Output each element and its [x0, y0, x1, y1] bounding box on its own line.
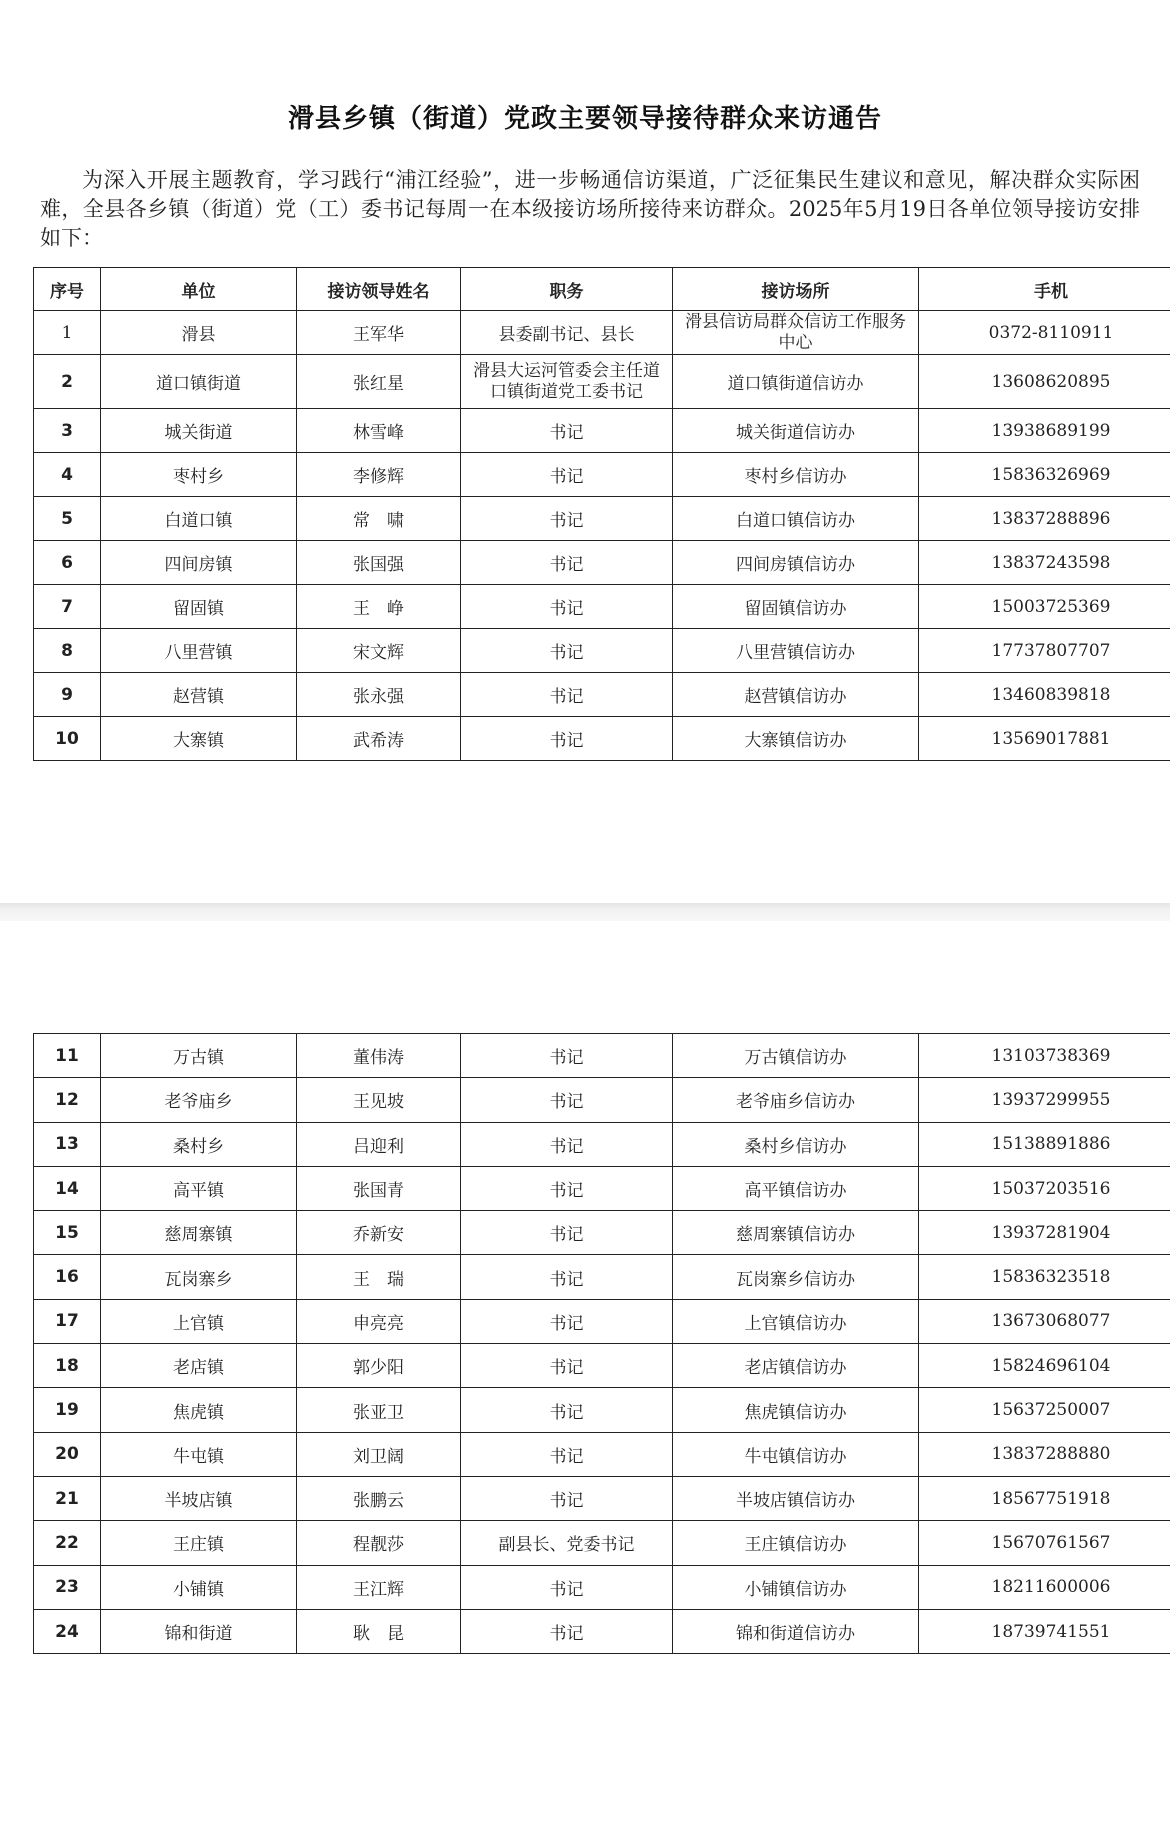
cell-position: 书记	[461, 541, 673, 585]
cell-position: 书记	[461, 1122, 673, 1166]
table-row	[34, 409, 1170, 453]
cell-position: 书记	[461, 585, 673, 629]
cell-position: 书记	[461, 1432, 673, 1476]
table-row	[34, 497, 1170, 541]
cell-leader: 张国青	[297, 1166, 461, 1210]
table-row	[34, 1388, 1170, 1432]
table-row	[34, 1476, 1170, 1520]
cell-phone: 17737807707	[919, 629, 1170, 673]
cell-leader: 王见坡	[297, 1078, 461, 1122]
cell-leader: 乔新安	[297, 1211, 461, 1255]
table-row	[34, 717, 1170, 761]
cell-leader: 程靓莎	[297, 1521, 461, 1565]
cell-place: 枣村乡信访办	[673, 453, 919, 497]
table-row	[34, 673, 1170, 717]
cell-leader: 林雪峰	[297, 409, 461, 453]
cell-position: 县委副书记、县长	[461, 311, 673, 355]
cell-no: 7	[34, 585, 101, 629]
cell-no: 5	[34, 497, 101, 541]
header-no: 序号	[34, 268, 101, 311]
cell-leader: 刘卫阔	[297, 1432, 461, 1476]
cell-place: 道口镇街道信访办	[673, 355, 919, 409]
cell-phone: 18739741551	[919, 1609, 1170, 1653]
cell-unit: 锦和街道	[101, 1609, 297, 1653]
cell-place: 上官镇信访办	[673, 1299, 919, 1343]
table-row	[34, 1034, 1170, 1078]
cell-no: 12	[34, 1078, 101, 1122]
cell-phone: 13673068077	[919, 1299, 1170, 1343]
cell-no: 1	[34, 311, 101, 355]
header-place: 接访场所	[673, 268, 919, 311]
cell-position: 书记	[461, 497, 673, 541]
schedule-table-part-two	[33, 1033, 1170, 1654]
cell-unit: 高平镇	[101, 1166, 297, 1210]
cell-leader: 王军华	[297, 311, 461, 355]
cell-no: 23	[34, 1565, 101, 1609]
cell-unit: 赵营镇	[101, 673, 297, 717]
cell-unit: 道口镇街道	[101, 355, 297, 409]
cell-leader: 张国强	[297, 541, 461, 585]
intro-paragraph	[40, 166, 1140, 253]
cell-no: 2	[34, 355, 101, 409]
cell-unit: 城关街道	[101, 409, 297, 453]
table-row	[34, 1078, 1170, 1122]
cell-unit: 老爷庙乡	[101, 1078, 297, 1122]
cell-phone: 13837288880	[919, 1432, 1170, 1476]
table-row	[34, 1211, 1170, 1255]
cell-unit: 瓦岗寨乡	[101, 1255, 297, 1299]
cell-no: 22	[34, 1521, 101, 1565]
cell-unit: 四间房镇	[101, 541, 297, 585]
cell-no: 14	[34, 1166, 101, 1210]
cell-phone: 13937281904	[919, 1211, 1170, 1255]
cell-no: 9	[34, 673, 101, 717]
cell-place: 大寨镇信访办	[673, 717, 919, 761]
cell-leader: 常 啸	[297, 497, 461, 541]
cell-phone: 15836326969	[919, 453, 1170, 497]
cell-position: 书记	[461, 1344, 673, 1388]
cell-place: 四间房镇信访办	[673, 541, 919, 585]
cell-unit: 白道口镇	[101, 497, 297, 541]
table-row	[34, 1122, 1170, 1166]
cell-unit: 万古镇	[101, 1034, 297, 1078]
cell-position: 书记	[461, 1078, 673, 1122]
cell-place: 白道口镇信访办	[673, 497, 919, 541]
cell-no: 4	[34, 453, 101, 497]
cell-position: 书记	[461, 717, 673, 761]
cell-no: 11	[34, 1034, 101, 1078]
cell-place: 焦虎镇信访办	[673, 1388, 919, 1432]
cell-place: 高平镇信访办	[673, 1166, 919, 1210]
cell-leader: 张鹏云	[297, 1476, 461, 1520]
table-row	[34, 355, 1170, 409]
schedule-table-part-one	[33, 267, 1170, 761]
cell-unit: 留固镇	[101, 585, 297, 629]
cell-place: 万古镇信访办	[673, 1034, 919, 1078]
cell-leader: 董伟涛	[297, 1034, 461, 1078]
table-row	[34, 1299, 1170, 1343]
cell-phone: 13608620895	[919, 355, 1170, 409]
table-row	[34, 311, 1170, 355]
cell-position: 书记	[461, 1565, 673, 1609]
cell-leader: 武希涛	[297, 717, 461, 761]
cell-place: 瓦岗寨乡信访办	[673, 1255, 919, 1299]
cell-no: 13	[34, 1122, 101, 1166]
cell-phone: 15824696104	[919, 1344, 1170, 1388]
cell-place: 慈周寨镇信访办	[673, 1211, 919, 1255]
page-separator	[0, 903, 1170, 921]
cell-place: 半坡店镇信访办	[673, 1476, 919, 1520]
cell-place: 城关街道信访办	[673, 409, 919, 453]
cell-position: 书记	[461, 1034, 673, 1078]
cell-no: 8	[34, 629, 101, 673]
cell-no: 19	[34, 1388, 101, 1432]
cell-position: 书记	[461, 673, 673, 717]
cell-place: 滑县信访局群众信访工作服务中心	[673, 311, 919, 355]
cell-leader: 张亚卫	[297, 1388, 461, 1432]
table-row	[34, 1344, 1170, 1388]
cell-place: 老店镇信访办	[673, 1344, 919, 1388]
cell-place: 牛屯镇信访办	[673, 1432, 919, 1476]
cell-phone: 15138891886	[919, 1122, 1170, 1166]
cell-unit: 老店镇	[101, 1344, 297, 1388]
cell-phone: 15037203516	[919, 1166, 1170, 1210]
cell-position: 书记	[461, 1255, 673, 1299]
cell-position: 书记	[461, 1476, 673, 1520]
table-row	[34, 453, 1170, 497]
cell-phone: 13938689199	[919, 409, 1170, 453]
cell-unit: 大寨镇	[101, 717, 297, 761]
cell-no: 16	[34, 1255, 101, 1299]
cell-no: 6	[34, 541, 101, 585]
cell-place: 王庄镇信访办	[673, 1521, 919, 1565]
page-one	[0, 0, 1170, 903]
cell-phone: 15836323518	[919, 1255, 1170, 1299]
cell-unit: 桑村乡	[101, 1122, 297, 1166]
cell-no: 24	[34, 1609, 101, 1653]
table-row	[34, 585, 1170, 629]
cell-phone: 18567751918	[919, 1476, 1170, 1520]
table-row	[34, 1255, 1170, 1299]
cell-no: 21	[34, 1476, 101, 1520]
cell-place: 锦和街道信访办	[673, 1609, 919, 1653]
cell-unit: 八里营镇	[101, 629, 297, 673]
cell-unit: 滑县	[101, 311, 297, 355]
table-row	[34, 1609, 1170, 1653]
cell-position: 书记	[461, 1609, 673, 1653]
cell-unit: 王庄镇	[101, 1521, 297, 1565]
cell-phone: 13460839818	[919, 673, 1170, 717]
cell-phone: 15670761567	[919, 1521, 1170, 1565]
document-title: 滑县乡镇（街道）党政主要领导接待群众来访通告	[287, 104, 882, 134]
cell-leader: 张红星	[297, 355, 461, 409]
cell-unit: 半坡店镇	[101, 1476, 297, 1520]
header-phone: 手机	[919, 268, 1170, 311]
cell-place: 留固镇信访办	[673, 585, 919, 629]
cell-leader: 吕迎利	[297, 1122, 461, 1166]
cell-position: 书记	[461, 1166, 673, 1210]
cell-phone: 15637250007	[919, 1388, 1170, 1432]
table-row	[34, 1565, 1170, 1609]
cell-no: 10	[34, 717, 101, 761]
header-leader: 接访领导姓名	[297, 268, 461, 311]
cell-no: 17	[34, 1299, 101, 1343]
cell-no: 18	[34, 1344, 101, 1388]
cell-position: 书记	[461, 629, 673, 673]
cell-leader: 郭少阳	[297, 1344, 461, 1388]
cell-place: 桑村乡信访办	[673, 1122, 919, 1166]
cell-leader: 耿 昆	[297, 1609, 461, 1653]
cell-position: 书记	[461, 409, 673, 453]
cell-no: 3	[34, 409, 101, 453]
cell-no: 15	[34, 1211, 101, 1255]
cell-phone: 13837243598	[919, 541, 1170, 585]
cell-leader: 王 峥	[297, 585, 461, 629]
cell-unit: 焦虎镇	[101, 1388, 297, 1432]
cell-place: 小铺镇信访办	[673, 1565, 919, 1609]
cell-phone: 15003725369	[919, 585, 1170, 629]
cell-phone: 0372-8110911	[919, 311, 1170, 355]
cell-position: 书记	[461, 1388, 673, 1432]
cell-leader: 宋文辉	[297, 629, 461, 673]
cell-position: 书记	[461, 1299, 673, 1343]
cell-phone: 13103738369	[919, 1034, 1170, 1078]
cell-phone: 13837288896	[919, 497, 1170, 541]
cell-unit: 慈周寨镇	[101, 1211, 297, 1255]
table-header-row	[34, 268, 1170, 311]
header-unit: 单位	[101, 268, 297, 311]
cell-position: 滑县大运河管委会主任道口镇街道党工委书记	[461, 355, 673, 409]
cell-place: 老爷庙乡信访办	[673, 1078, 919, 1122]
table-row	[34, 1432, 1170, 1476]
header-position: 职务	[461, 268, 673, 311]
cell-position: 书记	[461, 1211, 673, 1255]
cell-phone: 13937299955	[919, 1078, 1170, 1122]
table-row	[34, 1166, 1170, 1210]
cell-leader: 王江辉	[297, 1565, 461, 1609]
cell-leader: 申亮亮	[297, 1299, 461, 1343]
intro-text: 为深入开展主题教育，学习践行“浦江经验”，进一步畅通信访渠道，广泛征集民生建议和意见，解决群众实际困难，全县各乡镇（街道）党（工）委书记每周一在本级接访场所接待来访群众。2025年5月19日各单位领导接访安排如下：	[40, 168, 1140, 250]
cell-leader: 张永强	[297, 673, 461, 717]
cell-leader: 李修辉	[297, 453, 461, 497]
table-row	[34, 541, 1170, 585]
cell-position: 书记	[461, 453, 673, 497]
cell-position: 副县长、党委书记	[461, 1521, 673, 1565]
cell-unit: 小铺镇	[101, 1565, 297, 1609]
cell-no: 20	[34, 1432, 101, 1476]
cell-place: 赵营镇信访办	[673, 673, 919, 717]
table-row	[34, 1521, 1170, 1565]
cell-unit: 枣村乡	[101, 453, 297, 497]
cell-phone: 18211600006	[919, 1565, 1170, 1609]
cell-unit: 上官镇	[101, 1299, 297, 1343]
cell-leader: 王 瑞	[297, 1255, 461, 1299]
cell-place: 八里营镇信访办	[673, 629, 919, 673]
cell-phone: 13569017881	[919, 717, 1170, 761]
cell-unit: 牛屯镇	[101, 1432, 297, 1476]
table-row	[34, 629, 1170, 673]
